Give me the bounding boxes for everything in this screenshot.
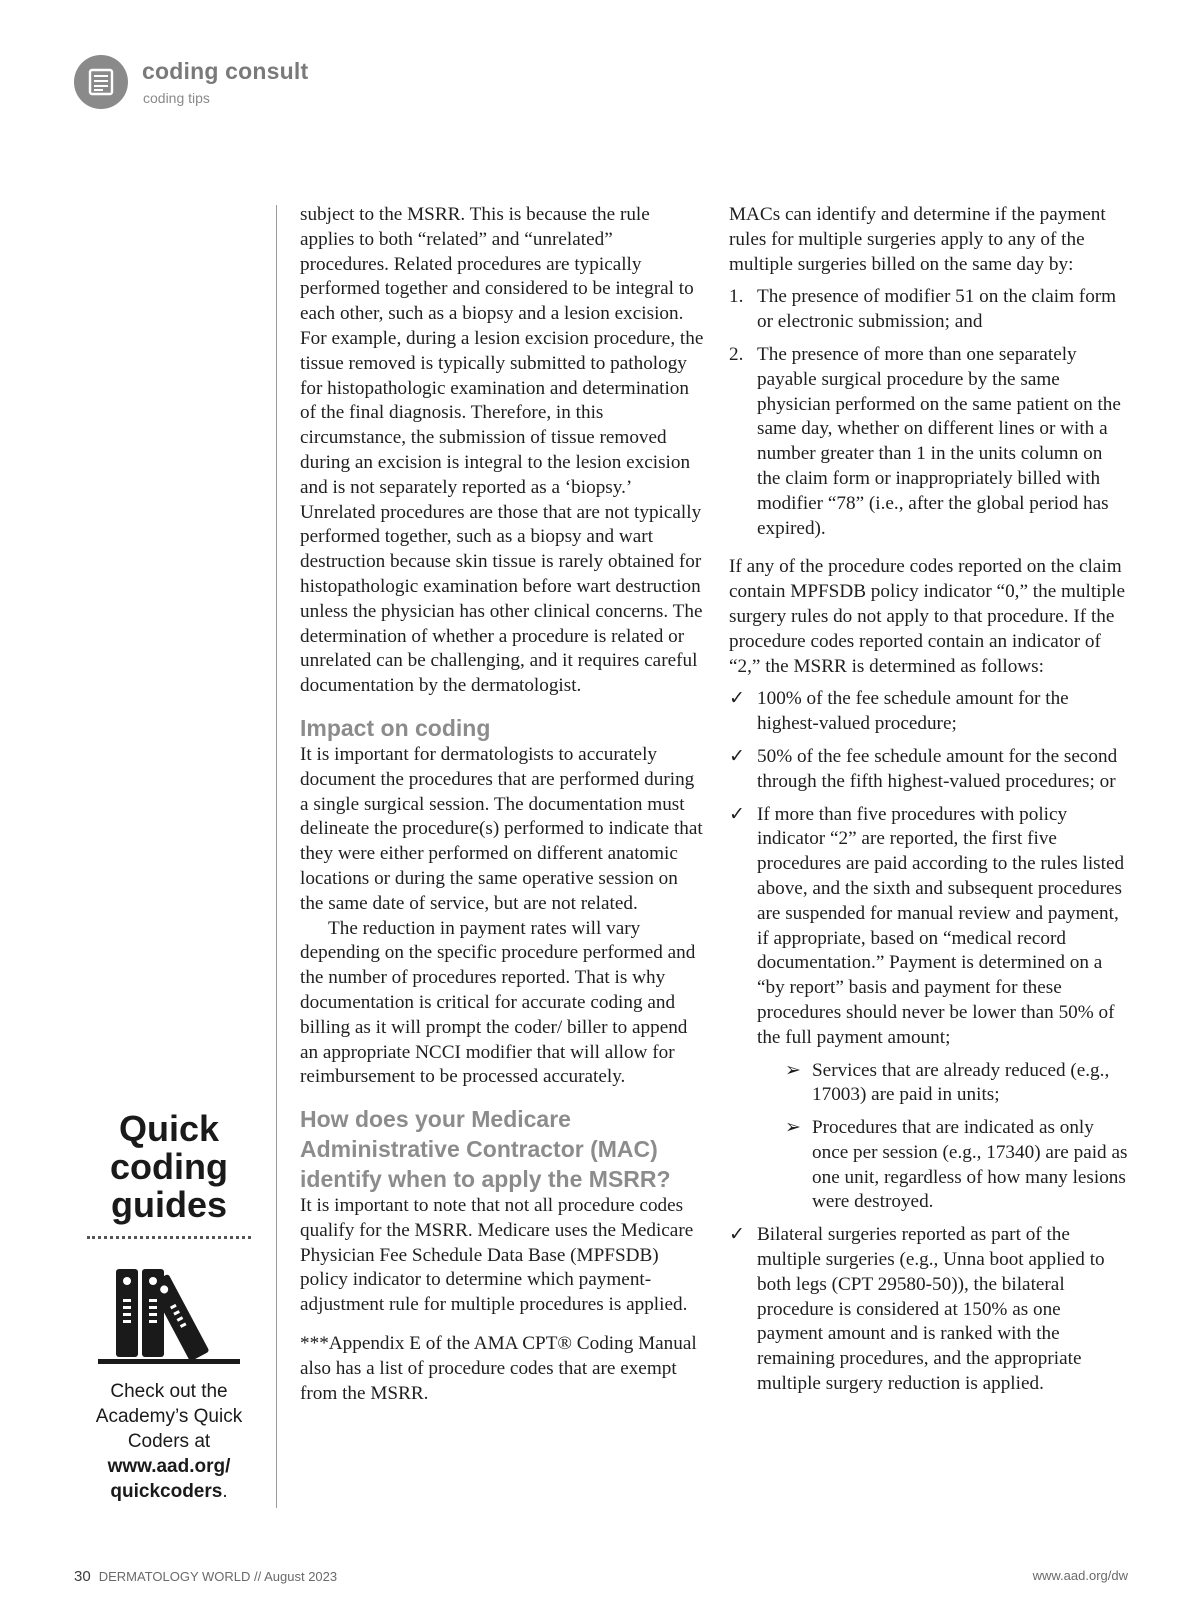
section-subtitle: coding tips	[143, 90, 210, 106]
sidebar-text-after: .	[222, 1481, 228, 1502]
appendix-note: ***Appendix E of the AMA CPT® Coding Manual also has a list of procedure codes that are exempt from the MSRR.	[300, 1333, 697, 1404]
list-item: ✓ 50% of the fee schedule amount for the second through the fifth highest-valued procedures; or	[729, 745, 1118, 792]
check-icon: ✓	[729, 1224, 746, 1246]
check-icon: ✓	[729, 745, 746, 767]
page-number: 30	[74, 1568, 91, 1585]
check-list	[729, 687, 1129, 1397]
section-title: coding consult	[142, 58, 309, 84]
numbered-list	[729, 285, 1129, 541]
article-column-2	[729, 203, 1129, 1405]
sidebar-text-before: Check out the Academy’s Quick Coders at	[95, 1381, 243, 1452]
check-icon: ✓	[729, 803, 746, 825]
binders-icon	[94, 1261, 244, 1365]
list-item: 2. The presence of more than one separately payable surgical procedure by the same physician performed on the same patient on the same day, whether on different lines or with a number greater than 1 in the units column on the claim form or inappropriately billed with modifier “78” (i.e., after the global period has expired).	[729, 343, 1121, 539]
list-item: ➢ Services that are already reduced (e.g., 17003) are paid in units;	[785, 1059, 1110, 1106]
dotted-divider	[87, 1236, 251, 1239]
section-icon	[74, 55, 128, 109]
list-marker: 1.	[729, 286, 744, 308]
paragraph: MACs can identify and determine if the payment rules for multiple surgeries apply to any of the multiple surgeries billed on the same day by:	[729, 204, 1106, 275]
sidebar-text	[84, 1379, 254, 1504]
list-marker: 2.	[729, 343, 744, 365]
check-icon: ✓	[729, 688, 746, 710]
footer-url[interactable]: www.aad.org/dw	[1032, 1568, 1128, 1583]
article-column-1	[300, 203, 705, 1406]
arrow-list	[757, 1059, 1129, 1216]
list-item: ➢ Procedures that are indicated as only once per session (e.g., 17340) are paid as one unit, regardless of how many lesions were destroyed.	[785, 1117, 1128, 1213]
quickcoders-link[interactable]: www.aad.org/ quickcoders	[107, 1456, 231, 1502]
heading-impact-on-coding: Impact on coding	[300, 714, 491, 741]
paragraph: subject to the MSRR. This is because the rule applies to both “related” and “unrelated” procedures. Related procedures are typically performed together and considered to be integral to each other, such as a biopsy and a lesion excision. For example, during a lesion excision procedure, the tissue removed is typically submitted to pathology for histopathologic examination and determination of the final diagnosis. Therefore, in this circumstance, the submission of tissue removed during an excision is integral to the lesion excision and is not separately reported as a ‘biopsy.’ Unrelated procedures are those that are not typically performed together, such as a biopsy and wart destruction because skin tissue is rarely obtained for histopathologic examination before wart destruction unless the physician has other clinical concerns. The determination of whether a procedure is related or unrelated can be challenging, and it requires careful documentation by the dermatologist.	[300, 204, 704, 697]
heading-mac-msrr: How does your Medicare Administrative Contractor (MAC) identify when to apply the MSRR?	[300, 1106, 671, 1193]
arrow-icon: ➢	[785, 1117, 802, 1139]
paragraph: It is important to note that not all procedure codes qualify for the MSRR. Medicare uses the Medicare Physician Fee Schedule Data Base (MPFSDB) policy indicator to determine which payment-adjustment rule for multiple procedures is applied.	[300, 1195, 694, 1316]
paragraph: If any of the procedure codes reported on the claim contain MPFSDB policy indicator “0,” the multiple surgery rules do not apply to that procedure. If the procedure codes reported contain an indicator of “2,” the MSRR is determined as follows:	[729, 556, 1125, 677]
quick-coding-sidebar	[84, 1110, 254, 1504]
list-item: ✓ 100% of the fee schedule amount for the highest-valued procedure;	[729, 688, 1069, 735]
paragraph: The reduction in payment rates will vary depending on the specific procedure performed and the number of procedures reported. That is why documentation is critical for accurate coding and billing as it will prompt the coder/ biller to append an appropriate NCCI modifier that will allow for reimbursement to be processed accurately.	[300, 917, 696, 1088]
list-item: ✓ If more than five procedures with policy indicator “2” are reported, the first five procedures are paid according to the rules listed above, and the sixth and subsequent procedures are suspended for manual review and payment, if appropriate, based on “medical record documentation.” Payment is determined on a “by report” basis and payment for these procedures should never be lower than 50% of the full payment amount; ➢ Services that are already reduced (e.g., 17003) are paid in units; ➢ Procedures that are indicated as only once per session (e.g., 17340) are paid as one unit, regardless of how many lesions were destroyed.	[729, 803, 1129, 1216]
sidebar-title: Quick coding guides	[110, 1108, 228, 1225]
arrow-icon: ➢	[785, 1059, 802, 1081]
column-divider	[276, 205, 277, 1508]
publication-info: DERMATOLOGY WORLD // August 2023	[98, 1569, 338, 1584]
list-item: ✓ Bilateral surgeries reported as part of the multiple surgeries (e.g., Unna boot applied to both legs (CPT 29580-50)), the bilateral procedure is considered at 150% as one payment amount and is ranked with the remaining procedures, and the appropriate multiple surgery reduction is applied.	[729, 1224, 1105, 1395]
list-item: 1. The presence of modifier 51 on the claim form or electronic submission; and	[729, 286, 1117, 333]
paragraph: It is important for dermatologists to accurately document the procedures that are performed during a single surgical session. The documentation must delineate the procedure(s) performed to indicate that they were either performed on different anatomic locations or during the same operative session on the same date of service, but are not related.	[300, 743, 703, 914]
footer-left	[74, 1568, 337, 1585]
